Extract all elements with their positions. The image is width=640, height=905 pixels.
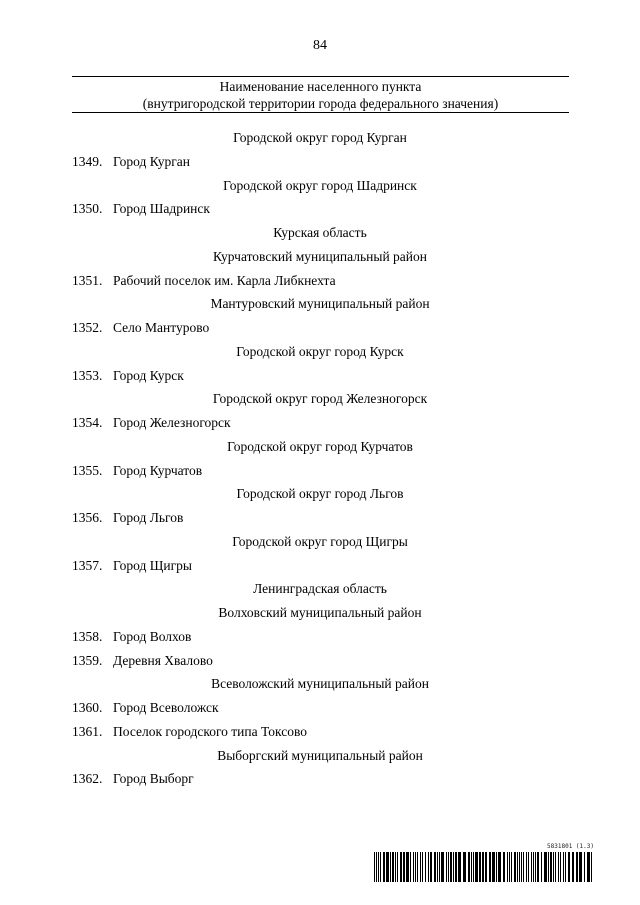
section-heading (0, 177, 640, 201)
settlement-name: Город Курчатов (113, 462, 203, 478)
section-heading-text: Выборгский муниципальный район (217, 747, 423, 763)
settlement-row (0, 652, 640, 676)
header-bottom-rule (72, 112, 569, 113)
section-heading (0, 343, 640, 367)
table-header-line-1: Наименование населенного пункта (219, 79, 422, 94)
settlement-row (0, 200, 640, 224)
settlement-number: 1352. (72, 320, 103, 335)
settlement-name: Город Курск (113, 367, 184, 383)
section-heading-text: Городской округ город Щигры (232, 533, 408, 549)
settlement-name: Село Мантурово (113, 320, 210, 335)
settlement-name: Деревня Хвалово (113, 652, 213, 668)
settlement-name: Город Выборг (113, 771, 194, 787)
settlement-name: Рабочий поселок им. Карла Либкнехта (113, 272, 336, 288)
section-heading (0, 533, 640, 557)
barcode-code: 5831801 (1.3) (547, 843, 594, 850)
settlement-name: Город Железногорск (113, 415, 231, 430)
page-number: 84 (313, 38, 327, 53)
section-heading-text: Городской округ город Курчатов (227, 438, 413, 454)
settlement-name: Город Щигры (113, 557, 192, 573)
section-heading (0, 747, 640, 771)
settlement-name: Город Всеволожск (113, 700, 219, 715)
section-heading (0, 675, 640, 699)
settlement-row (0, 367, 640, 391)
settlement-row (0, 509, 640, 533)
table-header (72, 78, 569, 112)
settlement-row (0, 272, 640, 296)
section-heading (0, 129, 640, 153)
section-heading-text: Курчатовский муниципальный район (213, 248, 427, 264)
settlement-row (0, 462, 640, 486)
settlement-list (0, 129, 640, 794)
settlement-number: 1350. (72, 201, 103, 217)
settlement-row (0, 628, 640, 652)
section-heading (0, 248, 640, 272)
settlement-number: 1362. (72, 771, 103, 787)
settlement-number: 1349. (72, 153, 103, 169)
settlement-row (0, 770, 640, 794)
settlement-name: Город Льгов (113, 510, 184, 525)
section-heading-text: Городской округ город Шадринск (223, 177, 417, 193)
settlement-row (0, 319, 640, 343)
settlement-number: 1357. (72, 557, 103, 573)
settlement-number: 1354. (72, 415, 103, 430)
section-heading-text: Мантуровский муниципальный район (210, 296, 430, 312)
settlement-name: Поселок городского типа Токсово (113, 723, 307, 739)
section-heading-text: Городской округ город Курган (233, 130, 407, 145)
section-heading-text: Волховский муниципальный район (218, 605, 422, 620)
settlement-number: 1351. (72, 272, 103, 288)
settlement-number: 1353. (72, 367, 103, 383)
section-heading (0, 438, 640, 462)
settlement-row (0, 723, 640, 747)
settlement-number: 1358. (72, 628, 103, 644)
section-heading (0, 224, 640, 248)
settlement-row (0, 557, 640, 581)
settlement-number: 1359. (72, 652, 103, 668)
section-heading-text: Всеволожский муниципальный район (211, 676, 429, 692)
settlement-name: Город Волхов (113, 628, 192, 644)
settlement-row (0, 414, 640, 438)
settlement-number: 1355. (72, 462, 103, 478)
barcode-block (374, 843, 594, 883)
section-heading-text: Городской округ город Курск (236, 343, 404, 359)
header-top-rule (72, 76, 569, 77)
settlement-row (0, 699, 640, 723)
section-heading-text: Ленинградская область (253, 581, 387, 597)
section-heading-text: Городской округ город Льгов (236, 486, 404, 502)
section-heading (0, 485, 640, 509)
settlement-number: 1360. (72, 700, 103, 715)
section-heading (0, 604, 640, 628)
section-heading (0, 580, 640, 604)
section-heading-text: Курская область (273, 225, 367, 240)
table-header-line-2: (внутригородской территории города федерального значения) (142, 96, 499, 111)
barcode-image (374, 852, 594, 882)
settlement-name: Город Курган (113, 153, 190, 169)
section-heading (0, 390, 640, 414)
settlement-name: Город Шадринск (113, 201, 210, 217)
settlement-row (0, 153, 640, 177)
section-heading-text: Городской округ город Железногорск (212, 391, 428, 407)
section-heading (0, 295, 640, 319)
settlement-number: 1356. (72, 510, 103, 525)
settlement-number: 1361. (72, 723, 103, 739)
